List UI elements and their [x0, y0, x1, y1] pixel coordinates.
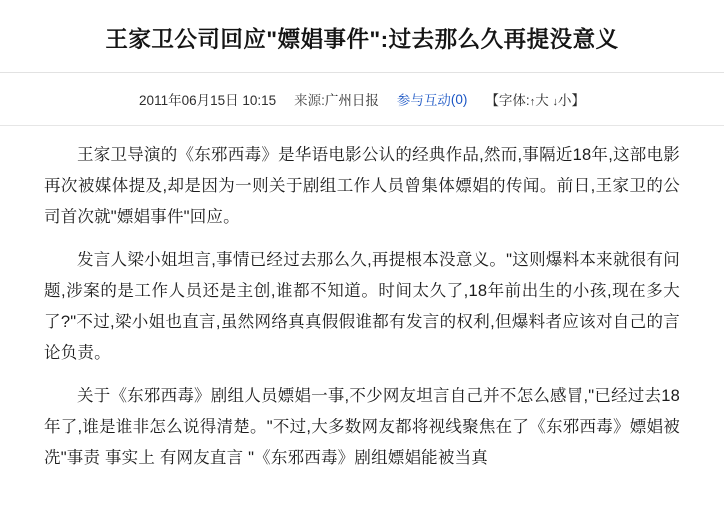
arrow-up-icon: ↑ — [529, 96, 536, 109]
article-body — [0, 126, 724, 474]
font-size-decrease-button[interactable]: 小 — [557, 93, 572, 109]
article-paragraph: 关于《东邪西毒》剧组人员嫖娼一事,不少网友坦言自己并不怎么感冒,"已经过去18年了,谁是谁非怎么说得清楚。"不过,大多数网友都将视线聚焦在了《东邪西毒》嫖娼被冼"事责 事实上 有网友直言 "《东邪西毒》剧组嫖娼能被当真 — [44, 387, 680, 468]
source-name: 广州日报 — [324, 93, 379, 109]
article-page — [0, 15, 724, 515]
font-size-control — [485, 89, 585, 109]
page-title: 王家卫公司回应"嫖娼事件":过去那么久再提没意义 — [105, 27, 619, 53]
source-label: 来源: — [294, 93, 325, 109]
publish-date: 2011年06月15日 10:15 — [139, 93, 277, 109]
bracket-right: 】 — [571, 93, 585, 109]
font-size-label: 字体: — [498, 93, 530, 109]
article-paragraph: 发言人梁小姐坦言,事情已经过去那么久,再提根本没意义。"这则爆料本来就很有问题,涉案的是工作人员还是主创,谁都不知道。时间太久了,18年前出生的小孩,现在多大了?"不过,梁小姐也直言,虽然网络真真假假谁都有发言的权利,但爆料者应该对自己的言论负责。 — [44, 251, 680, 363]
bracket-left: 【 — [485, 93, 499, 109]
participate-interaction-link[interactable]: 参与互动 — [396, 93, 451, 109]
article-paragraph: 王家卫导演的《东邪西毒》是华语电影公认的经典作品,然而,事隔近18年,这部电影再次被媒体提及,却是因为一则关于剧组工作人员曾集体嫖娼的传闻。前日,王家卫的公司首次就"嫖娼事件"回应。 — [44, 146, 680, 227]
interaction-count: (0) — [450, 91, 468, 107]
font-size-increase-button[interactable]: 大 — [535, 93, 549, 109]
article-meta-bar — [0, 73, 724, 109]
arrow-down-icon: ↓ — [552, 96, 558, 109]
